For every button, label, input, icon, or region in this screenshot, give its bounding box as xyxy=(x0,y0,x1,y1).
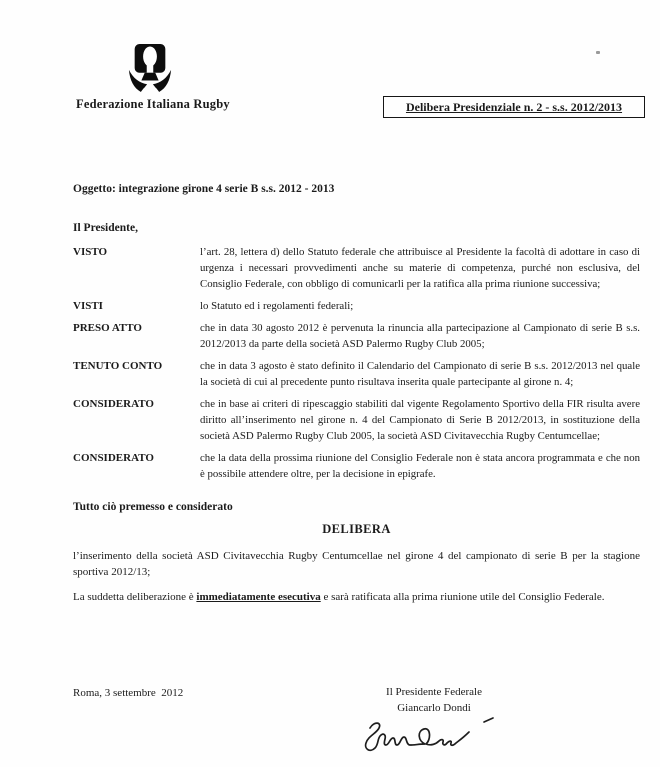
clause-label: PRESO ATTO xyxy=(73,322,142,334)
execution-text-after: e sarà ratificata alla prima riunione utile del Consiglio Federale. xyxy=(320,591,605,603)
clause-text: lo Statuto ed i regolamenti federali; xyxy=(200,300,354,312)
clause-row xyxy=(73,244,640,292)
signer-name: Giancarlo Dondi xyxy=(397,702,471,714)
delibera-number-box xyxy=(383,96,645,118)
fir-shield-logo xyxy=(127,44,173,92)
clause-row xyxy=(73,358,640,390)
document-body xyxy=(73,177,640,614)
clause-row xyxy=(73,320,640,352)
resolution-paragraph: l’inserimento della società ASD Civitavecchia Rugby Centumcellae nel girone 4 del campionato di serie B per la stagione sportiva 2012/13; xyxy=(73,550,640,578)
giancarlo-dondi-signature xyxy=(352,712,510,765)
execution-paragraph xyxy=(73,589,640,605)
execution-emphasis: immediatamente esecutiva xyxy=(196,591,321,603)
clause-label: CONSIDERATO xyxy=(73,398,154,410)
subject-line: Oggetto: integrazione girone 4 serie B s.s. 2012 - 2013 xyxy=(73,183,335,195)
delibera-number-text: Delibera Presidenziale n. 2 - s.s. 2012/2013 xyxy=(405,100,623,114)
execution-text-before: La suddetta deliberazione è xyxy=(73,591,197,603)
clause-text: che in data 30 agosto 2012 è pervenuta la rinuncia alla partecipazione al Campionato di serie B s.s. 2012/2013 da parte della società ASD Palermo Rugby Club 2005; xyxy=(200,322,640,350)
clause-text: che in data 3 agosto è stato definito il Calendario del Campionato di serie B s.s. 2012/2013 nel quale la società di cui al precedente punto risultava inserita quale partecipante al girone n. 4; xyxy=(200,360,640,388)
scan-artifact-mark xyxy=(596,51,600,54)
clause-row xyxy=(73,450,640,482)
signer-title: Il Presidente Federale xyxy=(386,686,482,698)
clause-row xyxy=(73,298,640,314)
premise-line: Tutto ciò premesso e considerato xyxy=(73,501,233,513)
opening-line: Il Presidente, xyxy=(73,222,138,234)
clause-row xyxy=(73,396,640,444)
clause-text: l’art. 28, lettera d) dello Statuto federale che attribuisce al Presidente la facoltà di adottare in caso di urgenza i necessari provvedimenti anche su materie di competenza, purché non esclusiva, del Consiglio Federale, con obbligo di comunicarli per la ratifica alla prima riunione successiva; xyxy=(200,246,640,290)
clause-text: che la data della prossima riunione del Consiglio Federale non è stata ancora programmata e che non è possibile attendere oltre, per la decisione in epigrafe. xyxy=(200,452,640,480)
clause-label: VISTI xyxy=(73,300,103,312)
clause-label: VISTO xyxy=(73,246,108,258)
place-date: Roma, 3 settembre 2012 xyxy=(73,687,184,699)
org-name: Federazione Italiana Rugby xyxy=(76,97,230,111)
clause-label: TENUTO CONTO xyxy=(73,360,163,372)
delibera-heading: DELIBERA xyxy=(322,522,391,536)
clause-label: CONSIDERATO xyxy=(73,452,154,464)
clause-text: che in base ai criteri di ripescaggio stabiliti dal vigente Regolamento Sportivo della FIR risulta avere diritto all’inserimento nel girone n. 4 del Campionato di Serie B 2012/2013, in sostituzione della società ASD Palermo Rugby Club 2005, la società ASD Civitavecchia Rugby Centumcellae; xyxy=(200,398,640,442)
